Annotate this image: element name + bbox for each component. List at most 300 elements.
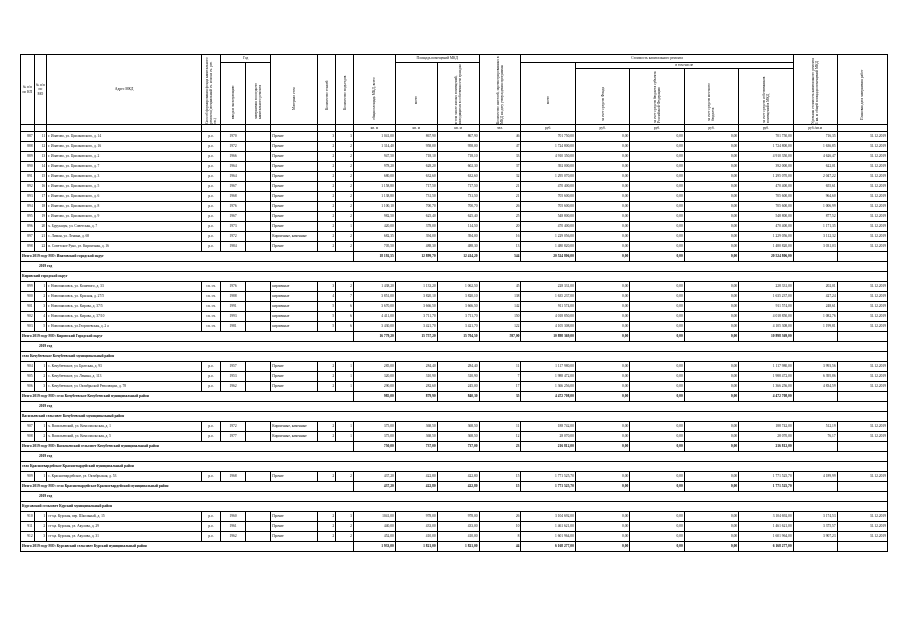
cell-f: р.о.	[202, 382, 221, 392]
cell-y: 1964	[220, 172, 245, 182]
cell-co: 1 295 070,00	[739, 172, 793, 182]
cell-d: 31.12.2019	[837, 312, 887, 322]
total-cf: 0,00	[575, 332, 629, 342]
cell-m: 3	[34, 382, 47, 392]
cell-f: р.о.	[202, 472, 221, 482]
cell-fl: 2	[318, 202, 336, 212]
cell-cr: 0,00	[630, 362, 684, 372]
cell-fl: 2	[318, 382, 336, 392]
header-cost-fund: за счет средств Фонда	[575, 69, 629, 125]
total-co: 10 898 369,00	[739, 332, 793, 342]
section-label: Курсавский сельсовет Курский муниципальный район	[21, 502, 888, 512]
section-label: 2019 год	[21, 262, 888, 272]
cell-fl: 2	[318, 232, 336, 242]
cell-n: 892	[21, 182, 35, 192]
cell-co: 1 724 800,00	[739, 142, 793, 152]
cell-cr: 0,00	[630, 172, 684, 182]
cell-f: р.о.	[202, 532, 221, 542]
cell-ap: 978,00	[437, 512, 479, 522]
total-cr: 0,00	[630, 332, 684, 342]
cell-a: г. Ипатово, ул. Циолковского, д. 8	[47, 202, 202, 212]
cell-a: с. Красногвардейское, ул. Октябрьская, д. 53	[47, 472, 202, 482]
cell-r: 11	[479, 362, 521, 372]
cell-w: кирпичные	[271, 302, 318, 312]
cell-a: г. Ипатово, ул. Циолковского, д. 5	[47, 182, 202, 192]
total-cl: 0,00	[684, 392, 738, 402]
cell-ct: 3 104 692,00	[521, 512, 575, 522]
cell-cl: 0,00	[684, 212, 738, 222]
cell-en: 2	[336, 232, 354, 242]
cell-ap: 310,90	[437, 372, 479, 382]
cell-cf: 0,00	[575, 292, 629, 302]
cell-m: 13	[34, 152, 47, 162]
cell-d: 31.12.2019	[837, 532, 887, 542]
cell-cf: 0,00	[575, 532, 629, 542]
cell-d: 31.12.2019	[837, 302, 887, 312]
total-cl: 0,00	[684, 542, 738, 552]
cell-m: 1	[34, 512, 47, 522]
cell-cr: 0,00	[630, 322, 684, 332]
cell-en: 3	[336, 132, 354, 142]
cell-lr	[246, 182, 271, 192]
cell-n: 901	[21, 302, 35, 312]
header-cost-local: за счет средств местного бюджета	[684, 69, 738, 125]
cell-cr: 0,00	[630, 422, 684, 432]
total-ct: 1 771 525,70	[521, 482, 575, 492]
cell-n: 903	[21, 322, 35, 332]
cell-cr: 0,00	[630, 432, 684, 442]
cell-cl: 0,00	[684, 202, 738, 212]
cell-d: 31.12.2019	[837, 152, 887, 162]
cell-r: 7	[479, 372, 521, 382]
table-row	[21, 142, 888, 152]
cell-w: Прочие	[271, 362, 318, 372]
cell-ap: 3 666,50	[437, 302, 479, 312]
cell-uc: 716,35	[793, 132, 837, 142]
cell-en: 1	[336, 362, 354, 372]
cell-ap: 284,40	[437, 362, 479, 372]
cell-cl: 0,00	[684, 132, 738, 142]
cell-ap: 625,40	[437, 212, 479, 222]
cell-lr	[246, 292, 271, 302]
total-aa: 12 899,70	[395, 252, 437, 262]
table-row	[21, 432, 888, 442]
cell-y: 1981	[220, 322, 245, 332]
cell-fl: 2	[318, 152, 336, 162]
cell-fl: 2	[318, 372, 336, 382]
total-aa: 15 757,20	[395, 332, 437, 342]
cell-r: 12	[479, 432, 521, 442]
cell-f: р.о.	[202, 422, 221, 432]
cell-lr	[246, 472, 271, 482]
total-ct: 4 472 708,00	[521, 392, 575, 402]
section-label: Васильевский сельсовет Кочубеевский муниципальный район	[21, 412, 888, 422]
cell-cf: 0,00	[575, 372, 629, 382]
cell-en: 2	[336, 202, 354, 212]
cell-uc: 512,19	[793, 422, 837, 432]
cell-cr: 0,00	[630, 472, 684, 482]
cell-r: 45	[479, 282, 521, 292]
cell-f: сп. сч.	[202, 282, 221, 292]
cell-w: кирпичные	[271, 292, 318, 302]
cell-n: 912	[21, 532, 35, 542]
total-label: Итого 2019 году МО: Васильевский сельсовет Кочубеевский муниципальный район	[21, 442, 354, 452]
table-row	[21, 242, 888, 252]
header-residents: Количество жителей, зарегистрированных в МКД на дату утверждения программы	[479, 55, 521, 125]
header-cost-regional: за счет средств бюджета субъекта Российской Федерации	[630, 69, 684, 125]
cell-m: 3	[34, 302, 47, 312]
cell-d: 31.12.2019	[837, 282, 887, 292]
cell-a: с. Лиман, ул. Ленина, д. 68	[47, 232, 202, 242]
table-row	[21, 422, 888, 432]
table-row	[21, 182, 888, 192]
cell-cr: 0,00	[630, 292, 684, 302]
cell-m: 17	[34, 192, 47, 202]
cell-ct: 392 000,00	[521, 162, 575, 172]
cell-uc: 3 375,57	[793, 522, 837, 532]
cell-r: 33	[479, 152, 521, 162]
cell-ta: 1 041,00	[353, 132, 395, 142]
header-wall-material: Материал стен	[271, 55, 318, 125]
cell-lr	[246, 202, 271, 212]
table-row	[21, 322, 888, 332]
cell-ct: 548 800,00	[521, 212, 575, 222]
cell-y: 1968	[220, 472, 245, 482]
cell-uc: 202,01	[793, 282, 837, 292]
cell-aa: 394,00	[395, 232, 437, 242]
cell-f: р.о.	[202, 152, 221, 162]
cell-y: 1960	[220, 512, 245, 522]
cell-lr	[246, 302, 271, 312]
cell-cf: 0,00	[575, 172, 629, 182]
total-r: 597,00	[479, 332, 521, 342]
header-entrances: Количество подъездов	[336, 55, 354, 125]
cell-fl: 5	[318, 302, 336, 312]
cell-m: 1	[34, 472, 47, 482]
total-label: Итого 2019 году МО: Ипатовский городской округ	[21, 252, 354, 262]
unit-cost-fund: руб.	[575, 125, 629, 132]
cell-lr	[246, 192, 271, 202]
section-label: 2019 год	[21, 402, 888, 412]
cell-d: 31.12.2019	[837, 292, 887, 302]
cell-y: 1972	[220, 232, 245, 242]
header-unit-cost: Удельная стоимость капитального ремонта 1 кв. м общей площади помещений МКД	[793, 55, 837, 125]
cell-n: 907	[21, 422, 35, 432]
total-cl: 0,00	[684, 482, 738, 492]
cell-f: р.о.	[202, 522, 221, 532]
cell-ap: 3 820,10	[437, 292, 479, 302]
header-area-group: Площадь помещений МКД	[395, 55, 479, 63]
total-cf: 0,00	[575, 442, 629, 452]
table-row	[21, 472, 888, 482]
cell-m: 18	[34, 202, 47, 212]
cell-r: 138	[479, 292, 521, 302]
cell-ct: 1 229 056,00	[521, 232, 575, 242]
cell-f: р.о.	[202, 432, 221, 442]
cell-cl: 0,00	[684, 322, 738, 332]
cell-d: 31.12.2019	[837, 322, 887, 332]
repair-program-sheet	[20, 54, 888, 552]
cell-co: 470 400,00	[739, 222, 793, 232]
unit-cost-regional: руб.	[630, 125, 684, 132]
total-ap: 12 414,20	[437, 252, 479, 262]
cell-cl: 0,00	[684, 382, 738, 392]
cell-ct: 4 018 850,00	[521, 312, 575, 322]
cell-a: г. Новопавловск, ул. Красная, д. 27/5	[47, 292, 202, 302]
total-cl: 0,00	[684, 332, 738, 342]
total-r: 544	[479, 252, 521, 262]
total-r: 15	[479, 482, 521, 492]
table-header	[21, 55, 888, 132]
cell-y: 1962	[220, 532, 245, 542]
cell-a: г. Ипатово, ул. Циолковского, д. 9	[47, 212, 202, 222]
cell-lr	[246, 172, 271, 182]
table-row	[21, 232, 888, 242]
table-row	[21, 152, 888, 162]
total-cr: 0,00	[630, 392, 684, 402]
cell-n: 902	[21, 312, 35, 322]
cell-w: Прочие	[271, 472, 318, 482]
cell-co: 1 635 237,00	[739, 292, 793, 302]
cell-a: с. Кочубеевское, ул. Братская, д. 93	[47, 362, 202, 372]
cell-cf: 0,00	[575, 382, 629, 392]
table-row	[21, 382, 888, 392]
cell-lr	[246, 232, 271, 242]
cell-aa: 378,00	[395, 222, 437, 232]
cell-n: 895	[21, 212, 35, 222]
cell-m: 2	[34, 372, 47, 382]
cell-w: кирпичные	[271, 322, 318, 332]
total-ap: 15 704,50	[437, 332, 479, 342]
cell-cr: 0,00	[630, 382, 684, 392]
cell-aa: 284,40	[395, 362, 437, 372]
cell-f: р.о.	[202, 242, 221, 252]
header-n-total: № п/п по КП	[21, 55, 35, 125]
cell-m: 15	[34, 172, 47, 182]
cell-cf: 0,00	[575, 362, 629, 372]
cell-m: 1	[34, 422, 47, 432]
cell-d: 31.12.2019	[837, 142, 887, 152]
cell-lr	[246, 132, 271, 142]
cell-cr: 0,00	[630, 522, 684, 532]
cell-uc: 76,17	[793, 432, 837, 442]
cell-fl: 2	[318, 422, 336, 432]
cell-a: х. Васильевский, ул. Комсомольская, д. 5	[47, 432, 202, 442]
cell-ta: 420,00	[353, 222, 395, 232]
cell-cl: 0,00	[684, 512, 738, 522]
cell-ct: 228 331,00	[521, 282, 575, 292]
cell-f: р.о.	[202, 362, 221, 372]
cell-cf: 0,00	[575, 192, 629, 202]
cell-cl: 0,00	[684, 172, 738, 182]
cell-ta: 978,20	[353, 162, 395, 172]
cell-aa: 731,50	[395, 192, 437, 202]
cell-d: 31.12.2019	[837, 192, 887, 202]
cell-y: 1977	[220, 432, 245, 442]
cell-uc: 964,60	[793, 192, 837, 202]
cell-co: 188 742,00	[739, 422, 793, 432]
section-label: 2019 год	[21, 492, 888, 502]
cell-w: Прочие	[271, 172, 318, 182]
total-r: 44	[479, 542, 521, 552]
section-label: 2019 год	[21, 452, 888, 462]
total-cf: 0,00	[575, 482, 629, 492]
cell-ap: 3 711,70	[437, 312, 479, 322]
cell-r: 8	[479, 532, 521, 542]
cell-d: 31.12.2019	[837, 202, 887, 212]
cell-ap: 245,00	[437, 382, 479, 392]
cell-y: 1957	[220, 362, 245, 372]
cell-w: Прочие	[271, 522, 318, 532]
cell-en: 1	[336, 372, 354, 382]
section-label: село Кочубеевское Кочубеевский муниципальный район	[21, 352, 888, 362]
cell-cr: 0,00	[630, 222, 684, 232]
header-fund-method: Способ формирования фонда капитального ремонта (специальный сч. или на сч. рег. оп.)	[202, 55, 221, 125]
cell-fl: 2	[318, 162, 336, 172]
cell-a: г. Ипатово, ул. Циолковского, д. 3	[47, 172, 202, 182]
cell-a: г. Ипатово, ул. Циолковского, д. 6	[47, 192, 202, 202]
cell-cl: 0,00	[684, 242, 738, 252]
cell-aa: 628,20	[395, 162, 437, 172]
total-ct: 20 524 806,00	[521, 252, 575, 262]
total-aa: 422,80	[395, 482, 437, 492]
cell-aa: 632,60	[395, 172, 437, 182]
cell-n: 898	[21, 242, 35, 252]
cell-ap: 114,50	[437, 222, 479, 232]
cell-a: г. Новопавловск, ул. Кирова, д. 37/10	[47, 312, 202, 322]
cell-a: ст-ца. Курская, пер. Школьный, д. 15	[47, 512, 202, 522]
cell-aa: 488,30	[395, 242, 437, 252]
cell-f: р.о.	[202, 142, 221, 152]
cell-cl: 0,00	[684, 182, 738, 192]
cell-aa: 3 421,70	[395, 322, 437, 332]
cell-lr	[246, 432, 271, 442]
cell-ta: 705,50	[353, 242, 395, 252]
cell-r: 21	[479, 192, 521, 202]
cell-n: 904	[21, 362, 35, 372]
cell-ta: 320,00	[353, 372, 395, 382]
total-ct: 216 812,00	[521, 442, 575, 452]
cell-cf: 0,00	[575, 212, 629, 222]
cell-en: 2	[336, 212, 354, 222]
cell-m: 3	[34, 532, 47, 542]
cell-lr	[246, 142, 271, 152]
cell-aa: 718,10	[395, 152, 437, 162]
cell-a: г. Новопавловск, ул. Кирова, д. 37/5	[47, 302, 202, 312]
cell-fl: 2	[318, 362, 336, 372]
cell-ta: 375,00	[353, 422, 395, 432]
cell-r: 26	[479, 512, 521, 522]
cell-ct: 1 461 621,00	[521, 522, 575, 532]
cell-uc: 3 907,23	[793, 532, 837, 542]
cell-ap: 717,50	[437, 182, 479, 192]
cell-co: 3 104 692,00	[739, 512, 793, 522]
cell-r: 46	[479, 132, 521, 142]
total-co: 216 812,00	[739, 442, 793, 452]
section-row	[21, 502, 888, 512]
cell-y: 1961	[220, 522, 245, 532]
cell-ap: 368,50	[437, 432, 479, 442]
cell-co: 1 480 820,00	[739, 242, 793, 252]
table-row	[21, 172, 888, 182]
header-total-area: общая площадь МКД, всего	[353, 55, 395, 125]
cell-co: 1 988 472,00	[739, 372, 793, 382]
cell-a: с. Кочубеевское, ул. Октябрьской Революции, д. 78	[47, 382, 202, 392]
cell-d: 31.12.2019	[837, 242, 887, 252]
total-ct: 10 898 369,00	[521, 332, 575, 342]
cell-co: 1 229 056,00	[739, 232, 793, 242]
cell-r: 17	[479, 382, 521, 392]
cell-n: 896	[21, 222, 35, 232]
cell-co: 705 600,00	[739, 192, 793, 202]
total-ta: 437,20	[353, 482, 395, 492]
cell-m: 2	[34, 292, 47, 302]
header-year: Год	[220, 55, 270, 63]
cell-cr: 0,00	[630, 182, 684, 192]
cell-a: с. Кочубеевское, ул. Ленина, д. 113	[47, 372, 202, 382]
cell-aa: 368,50	[395, 422, 437, 432]
cell-cf: 0,00	[575, 222, 629, 232]
cell-co: 4 018 850,00	[739, 312, 793, 322]
cell-f: сп. сч.	[202, 322, 221, 332]
cell-fl: 2	[318, 532, 336, 542]
cell-cr: 0,00	[630, 532, 684, 542]
cell-w: Прочие	[271, 372, 318, 382]
cell-cf: 0,00	[575, 322, 629, 332]
cell-y: 1953	[220, 372, 245, 382]
total-cf: 0,00	[575, 542, 629, 552]
cell-d: 31.12.2019	[837, 182, 887, 192]
cell-uc: 1 636,85	[793, 142, 837, 152]
cell-fl: 4	[318, 292, 336, 302]
table-row	[21, 292, 888, 302]
header-incl: в том числе	[575, 63, 793, 69]
cell-ap: 958,00	[437, 142, 479, 152]
cell-ta: 290,00	[353, 382, 395, 392]
cell-lr	[246, 522, 271, 532]
cell-d: 31.12.2019	[837, 512, 887, 522]
cell-en: 2	[336, 522, 354, 532]
cell-ct: 1 724 800,00	[521, 142, 575, 152]
total-co: 1 771 525,70	[739, 482, 793, 492]
cell-lr	[246, 532, 271, 542]
cell-d: 31.12.2019	[837, 372, 887, 382]
cell-a: ст-ца. Курская, ул. Акулова, д. 29	[47, 522, 202, 532]
cell-cf: 0,00	[575, 512, 629, 522]
total-r: 23	[479, 442, 521, 452]
section-row	[21, 452, 888, 462]
total-label: Итого 2019 году МО: Курсавский сельсовет Курский муниципальный район	[21, 542, 354, 552]
total-row	[21, 332, 888, 342]
total-row	[21, 482, 888, 492]
header-cost-group: Стоимость капитального ремонта	[521, 55, 793, 63]
cell-ct: 1 601 964,00	[521, 532, 575, 542]
total-cl: 0,00	[684, 252, 738, 262]
cell-co: 392 000,00	[739, 162, 793, 172]
cell-cl: 0,00	[684, 472, 738, 482]
table-row	[21, 512, 888, 522]
cell-m: 12	[34, 142, 47, 152]
cell-cl: 0,00	[684, 162, 738, 172]
cell-lr	[246, 162, 271, 172]
cell-cr: 0,00	[630, 202, 684, 212]
cell-n: 888	[21, 142, 35, 152]
cell-ta: 982,50	[353, 212, 395, 222]
cell-en: 7	[336, 292, 354, 302]
cell-aa: 368,50	[395, 432, 437, 442]
cell-cr: 0,00	[630, 212, 684, 222]
cell-ct: 701 750,00	[521, 132, 575, 142]
